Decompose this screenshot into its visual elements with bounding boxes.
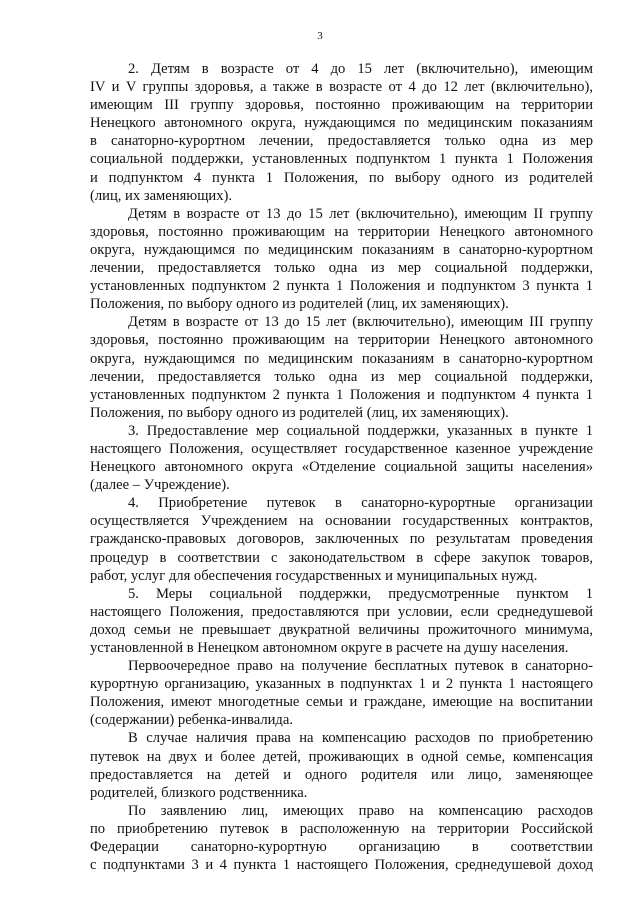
text-line: работ, услуг для обеспечения государственных и муниципальных нужд.	[90, 567, 538, 584]
text-line: Ненецкого автономного округа, нуждающимся по медицинским показаниям	[90, 115, 593, 132]
text-line: и подпунктом 4 пункта 1 Положения, по выбору одного из родителей	[90, 169, 593, 186]
text-line: (далее – Учреждение).	[90, 477, 230, 494]
text-line: 5. Меры социальной поддержки, предусмотренные пунктом 1	[128, 585, 593, 602]
text-line: имеющим III группу здоровья, постоянно проживающим на территории	[90, 97, 593, 114]
text-line: по приобретению путевок в расположенную на территории Российской	[90, 820, 593, 837]
text-line: осуществляется Учреждением на основании государственных контрактов,	[90, 513, 593, 530]
text-line: (содержании) ребенка-инвалида.	[90, 712, 293, 729]
text-line: родителей, близкого родственника.	[90, 784, 308, 801]
text-line: Детям в возрасте от 13 до 15 лет (включительно), имеющим II группу	[128, 205, 593, 222]
text-line: здоровья, постоянно проживающим на территории Ненецкого автономного	[90, 332, 593, 349]
text-line: 2. Детям в возрасте от 4 до 15 лет (включительно), имеющим	[128, 61, 593, 77]
text-line: с подпунктами 3 и 4 пункта 1 настоящего Положения, среднедушевой доход	[90, 857, 593, 874]
text-line: настоящего Положения, осуществляет государственное казенное учреждение	[90, 440, 593, 457]
text-line: путевок на двух и более детей, проживающих в одной семье, компенсация	[90, 748, 593, 765]
document-body	[90, 60, 593, 874]
text-line: Детям в возрасте от 13 до 15 лет (включительно), имеющим III группу	[128, 314, 593, 331]
text-line: IV и V группы здоровья, а также в возрасте от 4 до 12 лет (включительно),	[90, 79, 593, 96]
text-line: Положения, имеют многодетные семьи и граждане, имеющие на воспитании	[90, 694, 593, 711]
text-line: установленных подпунктом 2 пункта 1 Положения и подпунктом 3 пункта 1	[90, 278, 593, 295]
text-line: 3. Предоставление мер социальной поддержки, указанных в пункте 1	[128, 422, 593, 439]
text-line: округа, нуждающимся по медицинским показаниям в санаторно-курортном	[90, 350, 593, 367]
text-line: настоящего Положения, предоставляются при условии, если среднедушевой	[90, 603, 593, 620]
text-line: курортную организацию, указанных в подпунктах 1 и 2 пункта 1 настоящего	[90, 676, 593, 693]
text-line: Положения, по выбору одного из родителей (лиц, их заменяющих).	[90, 296, 509, 313]
text-line: Положения, по выбору одного из родителей (лиц, их заменяющих).	[90, 404, 509, 421]
text-line: в санаторно-курортном лечении, предоставляется только одна из мер	[90, 133, 593, 150]
text-line: доход семьи не превышает двукратной величины прожиточного минимума,	[90, 621, 593, 638]
page-number: 3	[317, 30, 323, 42]
text-line: Первоочередное право на получение бесплатных путевок в санаторно-	[128, 658, 593, 675]
text-line: гражданско-правовых договоров, заключенных по результатам проведения	[90, 531, 593, 548]
text-line: округа, нуждающимся по медицинским показаниям в санаторно-курортном	[90, 241, 593, 258]
text-line: установленной в Ненецком автономном округе в расчете на душу населения.	[90, 640, 569, 656]
text-line: лечении, предоставляется только одна из мер социальной поддержки,	[90, 260, 593, 277]
text-line: предоставляется на детей и одного родителя или лицо, заменяющее	[90, 766, 593, 783]
text-line: Федерации санаторно-курортную организацию в соответствии	[90, 839, 593, 856]
text-line: Ненецкого автономного округа «Отделение социальной защиты населения»	[90, 459, 593, 476]
text-line: здоровья, постоянно проживающим на территории Ненецкого автономного	[90, 223, 593, 240]
text-line: (лиц, их заменяющих).	[90, 187, 233, 204]
text-line: 4. Приобретение путевок в санаторно-курортные организации	[128, 495, 593, 512]
text-line: социальной поддержки, установленных подпунктом 1 пункта 1 Положения	[90, 151, 593, 168]
text-line: установленных подпунктом 2 пункта 1 Положения и подпунктом 4 пункта 1	[90, 386, 593, 403]
text-line: лечении, предоставляется только одна из мер социальной поддержки,	[90, 368, 593, 385]
text-line: процедур в соответствии с законодательством в сфере закупок товаров,	[90, 549, 593, 566]
text-line: В случае наличия права на компенсацию расходов по приобретению	[128, 730, 593, 747]
text-line: По заявлению лиц, имеющих право на компенсацию расходов	[128, 802, 593, 819]
